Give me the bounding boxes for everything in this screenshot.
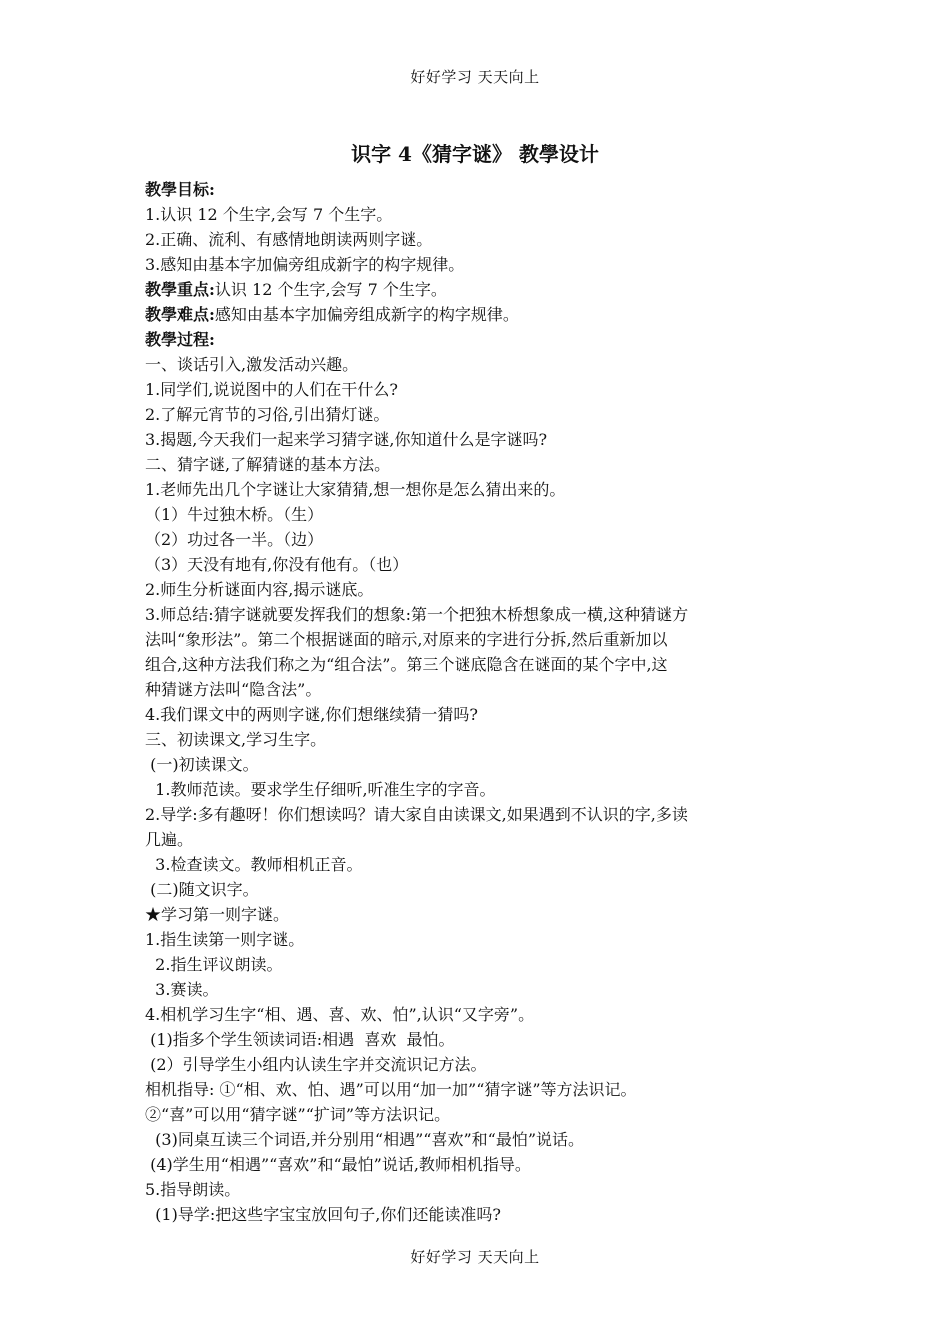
process-line: 5.指导朗读。 [145, 1180, 241, 1199]
difficulty-text: 感知由基本字加偏旁组成新字的构字规律。 [214, 305, 519, 324]
process-line: （3）天没有地有,你没有他有。（也） [145, 555, 409, 574]
key-point-text: 认识 12 个生字,会写 7 个生字。 [214, 280, 447, 299]
process-line: (3)同桌互读三个词语,并分别用“相遇”“喜欢”和“最怕”说话。 [145, 1130, 585, 1149]
process-line: ②“喜”可以用“猜字谜”“扩词”等方法识记。 [145, 1105, 451, 1124]
objective-item: 1.认识 12 个生字,会写 7 个生字。 [145, 205, 393, 224]
process-line: 三、初读课文,学习生字。 [145, 730, 327, 749]
process-line: ★学习第一则字谜。 [145, 905, 290, 924]
difficulty-label: 教學难点: [145, 305, 215, 324]
process-line: (一)初读课文。 [145, 755, 259, 774]
document-title: 识字 4《猜字谜》 教學设计 [351, 142, 599, 166]
process-line: (1)指多个学生领读词语:相遇 喜欢 最怕。 [145, 1030, 455, 1049]
process-line: 3.检查读文。教师相机正音。 [145, 855, 363, 874]
process-line: 1.指生读第一则字谜。 [145, 930, 305, 949]
process-lines [145, 352, 813, 1227]
process-line: 1.同学们,说说图中的人们在干什么? [145, 380, 398, 399]
process-line: 法叫“象形法”。第二个根据谜面的暗示,对原来的字进行分拆,然后重新加以 [145, 630, 668, 649]
page-footer: 好好学习 天天向上 [410, 1248, 540, 1266]
objectives-heading: 教學目标: [145, 180, 215, 199]
process-line: 二、猜字谜,了解猜谜的基本方法。 [145, 455, 391, 474]
process-heading: 教學过程: [145, 330, 215, 349]
key-point-line [145, 277, 813, 302]
process-line: 3.师总结:猜字谜就要发挥我们的想象:第一个把独木桥想象成一横,这种猜谜方 [145, 605, 689, 624]
process-line: 3.揭题,今天我们一起来学习猜字谜,你知道什么是字谜吗? [145, 430, 548, 449]
process-line: 2.指生评议朗读。 [145, 955, 283, 974]
difficulty-line [145, 302, 813, 327]
process-line: 1.老师先出几个字谜让大家猜猜,想一想你是怎么猜出来的。 [145, 480, 566, 499]
process-line: 相机指导: ①“相、欢、怕、遇”可以用“加一加”“猜字谜”等方法识记。 [145, 1080, 637, 1099]
process-line: 一、谈话引入,激发活动兴趣。 [145, 355, 359, 374]
process-line: 组合,这种方法我们称之为“组合法”。第三个谜底隐含在谜面的某个字中,这 [145, 655, 668, 674]
process-line: (4)学生用“相遇”“喜欢”和“最怕”说话,教师相机指导。 [145, 1155, 531, 1174]
process-line: 2.导学:多有趣呀！你们想读吗？请大家自由读课文,如果遇到不认识的字,多读 [145, 805, 688, 824]
process-line: (1)导学:把这些字宝宝放回句子,你们还能读准吗? [145, 1205, 501, 1224]
page-header: 好好学习 天天向上 [410, 68, 540, 86]
objective-item: 2.正确、流利、有感情地朗读两则字谜。 [145, 230, 433, 249]
process-line: 1.教师范读。要求学生仔细听,听准生字的字音。 [145, 780, 496, 799]
key-point-label: 教學重点: [145, 280, 215, 299]
process-line: 2.了解元宵节的习俗,引出猜灯谜。 [145, 405, 390, 424]
process-line: （2）功过各一半。（边） [145, 530, 324, 549]
document-body [145, 177, 813, 1227]
process-line: 3.赛读。 [145, 980, 219, 999]
process-line: (2）引导学生小组内认读生字并交流识记方法。 [145, 1055, 487, 1074]
process-line: （1）牛过独木桥。（生） [145, 505, 324, 524]
process-line: 几遍。 [145, 830, 194, 849]
process-line: 2.师生分析谜面内容,揭示谜底。 [145, 580, 374, 599]
process-line: 4.我们课文中的两则字谜,你们想继续猜一猜吗? [145, 705, 478, 724]
objective-item: 3.感知由基本字加偏旁组成新字的构字规律。 [145, 255, 465, 274]
process-line: (二)随文识字。 [145, 880, 259, 899]
process-line: 种猜谜方法叫“隐含法”。 [145, 680, 322, 699]
process-line: 4.相机学习生字“相、遇、喜、欢、怕”,认识“又字旁”。 [145, 1005, 535, 1024]
